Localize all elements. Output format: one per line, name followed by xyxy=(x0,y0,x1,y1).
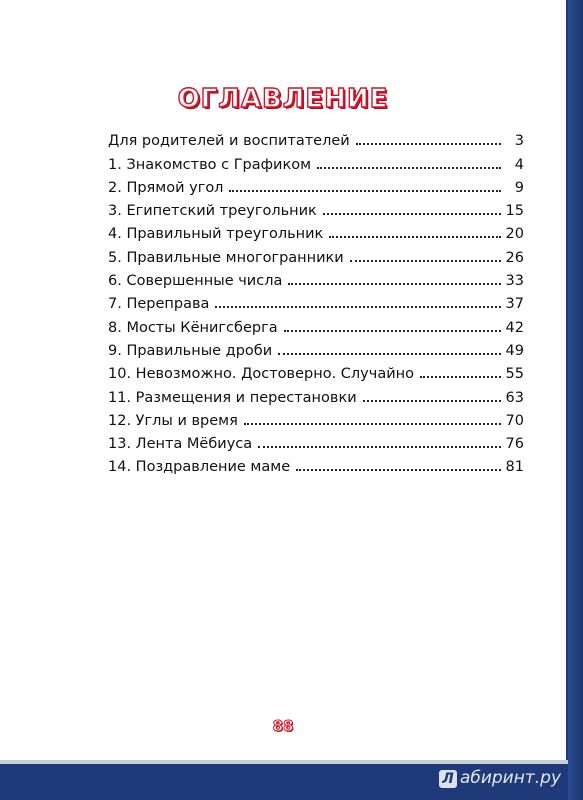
toc-entry-page: 20 xyxy=(505,226,524,243)
toc-entry xyxy=(108,126,524,149)
toc-entry-page: 37 xyxy=(505,296,524,313)
toc-entry xyxy=(108,452,524,475)
toc-entry-title: 8. Мосты Кёнигсберга xyxy=(108,319,278,336)
toc-entry-page: 15 xyxy=(505,203,524,220)
toc-entry-title: 4. Правильный треугольник xyxy=(108,226,324,243)
toc-leader-dots xyxy=(244,422,501,425)
page-edge xyxy=(0,760,568,764)
toc-entry-title: 14. Поздравление маме xyxy=(108,459,291,476)
toc-entry-page: 55 xyxy=(505,366,524,383)
toc-entry-title: 5. Правильные многогранники xyxy=(108,249,344,266)
toc-entry-page: 63 xyxy=(505,389,524,406)
toc-entry xyxy=(108,289,524,312)
toc-entry xyxy=(108,149,524,172)
toc-entry-title: 10. Невозможно. Достоверно. Случайно xyxy=(108,366,414,383)
toc-entry xyxy=(108,266,524,289)
toc-entry-title: 7. Переправа xyxy=(108,296,210,313)
toc-leader-dots xyxy=(363,399,501,402)
toc-entry-title: Для родителей и воспитателей xyxy=(108,133,350,150)
toc-entry-page: 9 xyxy=(514,179,524,196)
toc-entry xyxy=(108,173,524,196)
toc-entry-title: 6. Совершенные числа xyxy=(108,273,283,290)
toc-entry xyxy=(108,359,524,382)
toc-entry-page: 76 xyxy=(505,436,524,453)
toc-entry-page: 3 xyxy=(514,133,524,150)
toc-leader-dots xyxy=(296,468,500,471)
toc-leader-dots xyxy=(356,142,501,145)
watermark-text: абиринт.ру xyxy=(459,768,561,788)
toc-entry xyxy=(108,312,524,335)
watermark xyxy=(439,768,561,788)
toc-entry xyxy=(108,219,524,242)
page-title: ОГЛАВЛЕНИЕ xyxy=(177,84,389,114)
toc-entry-title: 13. Лента Мёбиуса xyxy=(108,436,253,453)
toc-leader-dots xyxy=(215,305,500,308)
toc-leader-dots xyxy=(420,375,501,378)
toc-entry-title: 9. Правильные дроби xyxy=(108,342,273,359)
toc-leader-dots xyxy=(329,235,500,238)
toc-entry xyxy=(108,336,524,359)
toc-entry-page: 70 xyxy=(505,412,524,429)
toc-entry-title: 3. Египетский треугольник xyxy=(108,203,317,220)
book-cover-edge xyxy=(568,0,583,800)
toc-entry-page: 33 xyxy=(505,273,524,290)
toc-leader-dots xyxy=(317,166,501,169)
toc-entry xyxy=(108,382,524,405)
toc-leader-dots xyxy=(288,282,500,285)
toc-entry-page: 4 xyxy=(514,156,524,173)
toc-entry xyxy=(108,196,524,219)
toc-entry-title: 11. Размещения и перестановки xyxy=(108,389,357,406)
toc-entry-title: 12. Углы и время xyxy=(108,412,238,429)
toc-leader-dots xyxy=(258,445,500,448)
table-of-contents xyxy=(108,126,524,475)
toc-entry xyxy=(108,406,524,429)
toc-leader-dots xyxy=(229,189,501,192)
toc-entry-page: 26 xyxy=(505,249,524,266)
toc-leader-dots xyxy=(350,259,501,262)
toc-entry-page: 42 xyxy=(505,319,524,336)
toc-entry xyxy=(108,242,524,265)
toc-leader-dots xyxy=(278,352,500,355)
toc-entry-page: 81 xyxy=(505,459,524,476)
toc-leader-dots xyxy=(323,212,501,215)
toc-entry-title: 2. Прямой угол xyxy=(108,179,224,196)
toc-leader-dots xyxy=(284,329,501,332)
toc-entry-page: 49 xyxy=(505,342,524,359)
toc-entry-title: 1. Знакомство с Графиком xyxy=(108,156,312,173)
labirint-logo-icon: Л xyxy=(439,770,457,788)
page-number: 88 xyxy=(272,717,294,735)
toc-entry xyxy=(108,429,524,452)
